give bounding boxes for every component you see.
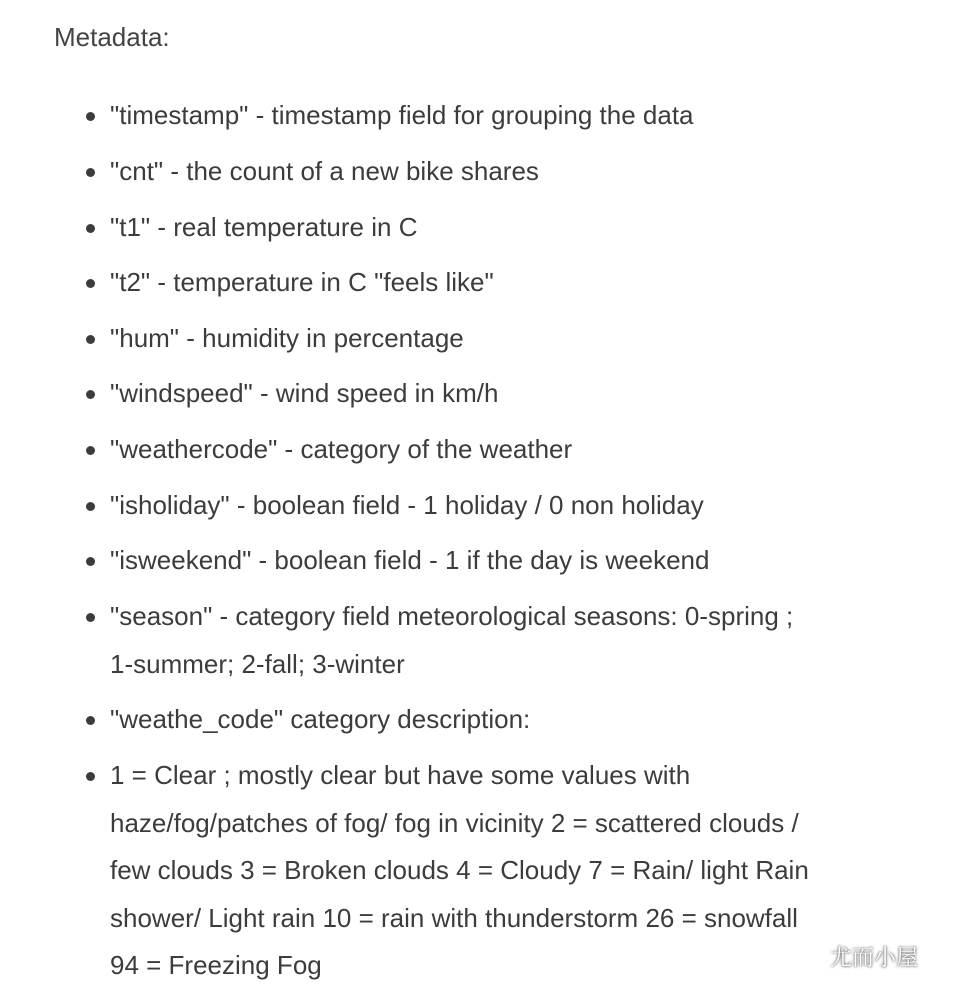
metadata-heading: Metadata: bbox=[54, 22, 170, 52]
bullet-icon bbox=[86, 279, 95, 288]
list-item bbox=[110, 696, 830, 744]
bullet-icon bbox=[86, 613, 95, 622]
list-item-text: "cnt" - the count of a new bike shares bbox=[110, 156, 539, 186]
bullet-icon bbox=[86, 112, 95, 121]
list-item-text: "t2" - temperature in C "feels like" bbox=[110, 267, 494, 297]
bullet-icon bbox=[86, 224, 95, 233]
list-item-text: "isweekend" - boolean field - 1 if the day is weekend bbox=[110, 545, 710, 575]
list-item bbox=[110, 315, 830, 363]
bullet-icon bbox=[86, 502, 95, 511]
list-item bbox=[110, 752, 822, 990]
watermark-text: 尤而小屋 bbox=[830, 945, 919, 971]
bullet-icon bbox=[86, 772, 95, 781]
list-item-text: "season" - category field meteorological seasons: 0-spring ; 1-summer; 2-fall; 3-winter bbox=[110, 601, 794, 679]
bullet-icon bbox=[86, 168, 95, 177]
list-item bbox=[110, 482, 830, 530]
watermark bbox=[790, 936, 918, 976]
bullet-icon bbox=[86, 557, 95, 566]
bullet-icon bbox=[86, 390, 95, 399]
list-item bbox=[110, 148, 830, 196]
list-item bbox=[110, 426, 830, 474]
bullet-icon bbox=[86, 335, 95, 344]
list-item-text: "isholiday" - boolean field - 1 holiday / 0 non holiday bbox=[110, 490, 704, 520]
list-item-text: "timestamp" - timestamp field for grouping the data bbox=[110, 100, 694, 130]
list-item-text: "windspeed" - wind speed in km/h bbox=[110, 378, 499, 408]
list-item-text: 1 = Clear ; mostly clear but have some values with haze/fog/patches of fog/ fog in vicinity 2 = scattered clouds / few clouds 3 = Broken clouds 4 = Cloudy 7 = Rain/ light Rain shower/ Light rain 10 = rain with thunderstorm 26 = snowfall 94 = Freezing Fog bbox=[110, 760, 809, 980]
list-item-text: "weathe_code" category description: bbox=[110, 704, 531, 734]
list-item bbox=[110, 537, 830, 585]
list-item bbox=[110, 593, 810, 688]
list-item-text: "t1" - real temperature in C bbox=[110, 212, 418, 242]
wechat-icon bbox=[790, 942, 824, 970]
list-item bbox=[110, 259, 830, 307]
list-item bbox=[110, 204, 830, 252]
list-item-text: "hum" - humidity in percentage bbox=[110, 323, 464, 353]
list-item bbox=[110, 92, 830, 140]
bullet-icon bbox=[86, 716, 95, 725]
list-item-text: "weathercode" - category of the weather bbox=[110, 434, 573, 464]
bullet-icon bbox=[86, 446, 95, 455]
list-item bbox=[110, 370, 830, 418]
